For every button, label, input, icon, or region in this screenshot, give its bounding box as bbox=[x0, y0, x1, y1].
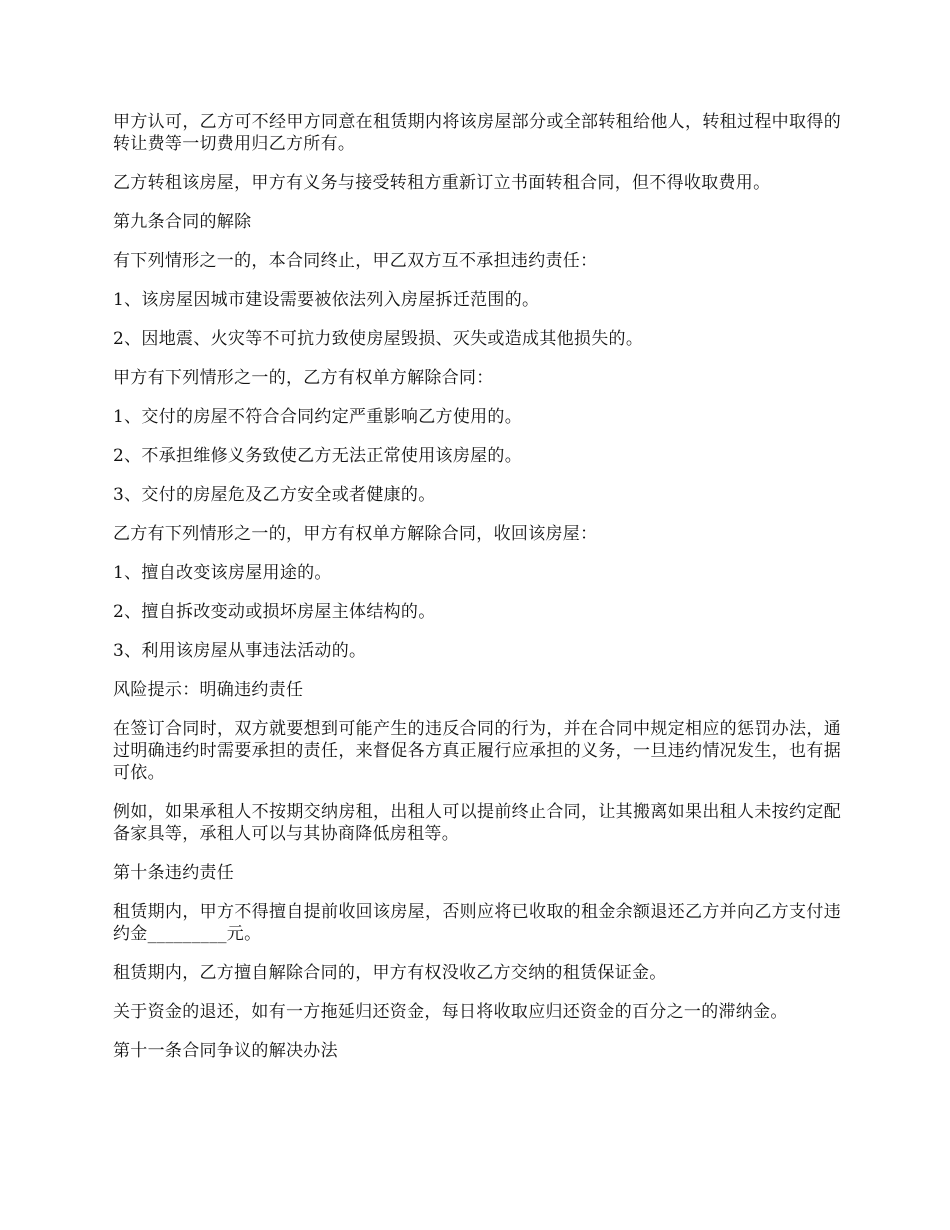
paragraph-sublease-consent: 甲方认可，乙方可不经甲方同意在租赁期内将该房屋部分或全部转租给他人，转租过程中取得的转让费等一切费用归乙方所有。 bbox=[113, 112, 841, 154]
paragraph-termination-intro: 有下列情形之一的，本合同终止，甲乙双方互不承担违约责任： bbox=[113, 251, 598, 271]
paragraph-party-a-breach: 租赁期内，甲方不得擅自提前收回该房屋，否则应将已收取的租金余额退还乙方并向乙方支付违约金_________元。 bbox=[113, 902, 841, 944]
paragraph-party-b-cases: 乙方有下列情形之一的，甲方有权单方解除合同，收回该房屋： bbox=[113, 524, 598, 544]
paragraph-party-a-cases: 甲方有下列情形之一的，乙方有权单方解除合同： bbox=[113, 368, 494, 388]
paragraph-party-b-breach: 租赁期内，乙方擅自解除合同的，甲方有权没收乙方交纳的租赁保证金。 bbox=[113, 963, 667, 983]
list-item-party-a-2: 2、不承担维修义务致使乙方无法正常使用该房屋的。 bbox=[113, 446, 523, 466]
list-item-termination-2: 2、因地震、火灾等不可抗力致使房屋毁损、灭失或造成其他损失的。 bbox=[113, 329, 644, 349]
list-item-party-a-3: 3、交付的房屋危及乙方安全或者健康的。 bbox=[113, 485, 436, 505]
heading-article-11: 第十一条合同争议的解决办法 bbox=[113, 1041, 338, 1061]
list-item-party-b-3: 3、利用该房屋从事违法活动的。 bbox=[113, 641, 367, 661]
list-item-party-a-1: 1、交付的房屋不符合合同约定严重影响乙方使用的。 bbox=[113, 407, 523, 427]
list-item-party-b-2: 2、擅自拆改变动或损坏房屋主体结构的。 bbox=[113, 602, 436, 622]
document-body bbox=[113, 111, 841, 1079]
paragraph-late-fee: 关于资金的退还，如有一方拖延归还资金，每日将收取应归还资金的百分之一的滞纳金。 bbox=[113, 1002, 788, 1022]
list-item-termination-1: 1、该房屋因城市建设需要被依法列入房屋拆迁范围的。 bbox=[113, 290, 540, 310]
paragraph-sublease-contract: 乙方转租该房屋，甲方有义务与接受转租方重新订立书面转租合同，但不得收取费用。 bbox=[113, 173, 771, 193]
list-item-party-b-1: 1、擅自改变该房屋用途的。 bbox=[113, 563, 332, 583]
heading-article-9: 第九条合同的解除 bbox=[113, 212, 252, 232]
heading-risk-tip: 风险提示：明确违约责任 bbox=[113, 680, 304, 700]
paragraph-risk-explanation: 在签订合同时，双方就要想到可能产生的违反合同的行为，并在合同中规定相应的惩罚办法，通过明确违约时需要承担的责任，来督促各方真正履行应承担的义务，一旦违约情况发生，也有据可依。 bbox=[113, 719, 841, 783]
heading-article-10: 第十条违约责任 bbox=[113, 863, 235, 883]
paragraph-risk-example: 例如，如果承租人不按期交纳房租，出租人可以提前终止合同，让其搬离如果出租人未按约定配备家具等，承租人可以与其协商降低房租等。 bbox=[113, 802, 841, 844]
